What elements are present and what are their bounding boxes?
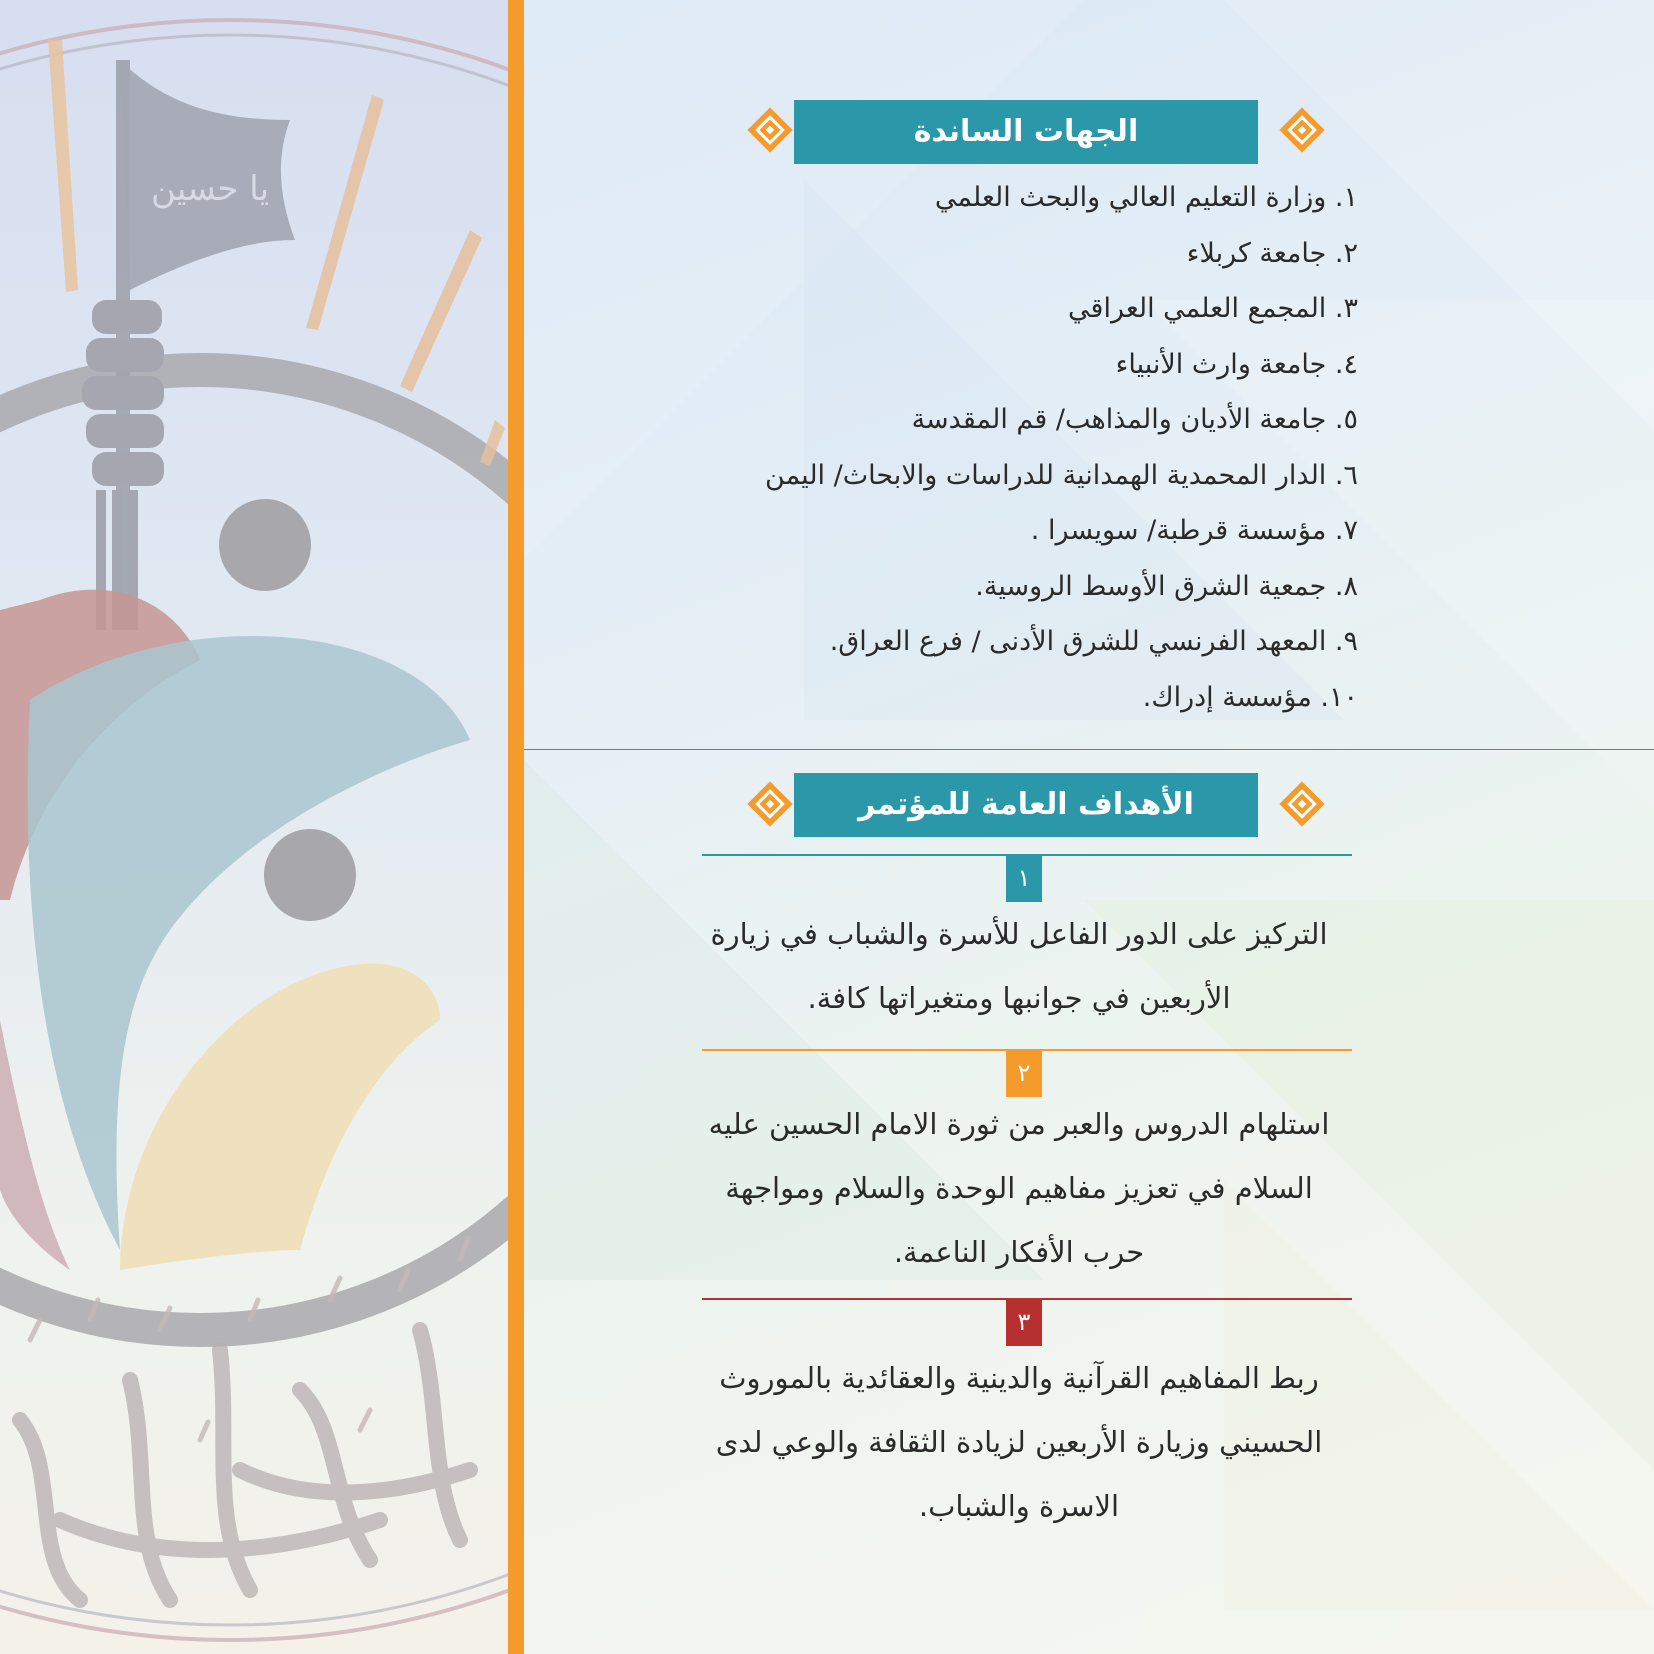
diamond-ornament-right-icon (1278, 780, 1326, 828)
flag-text: يا حسين (150, 169, 270, 209)
supporters-list (618, 170, 1358, 725)
diamond-ornament-left-icon (746, 780, 794, 828)
goals-title: الأهداف العامة للمؤتمر (794, 773, 1258, 837)
list-item: ١٠. مؤسسة إدراك. (1142, 681, 1358, 713)
list-item: ٤. جامعة وارث الأنبياء (1115, 348, 1358, 380)
goal-number-badge: ١ (1006, 854, 1042, 902)
content-panel (524, 0, 1654, 1654)
list-item: ٢. جامعة كربلاء (1186, 237, 1358, 269)
goal-text: استلهام الدروس والعبر من ثورة الامام الحسين عليه السلام في تعزيز مفاهيم الوحدة والسلام ومواجهة حرب الأفكار الناعمة. (708, 1107, 1330, 1269)
list-item: ٩. المعهد الفرنسي للشرق الأدنى / فرع العراق. (829, 626, 1358, 657)
goal-number-badge: ٢ (1006, 1049, 1042, 1097)
goal-text: التركيز على الدور الفاعل للأسرة والشباب في زيارة الأربعين في جوانبها ومتغيراتها كافة. (710, 917, 1328, 1015)
list-item: ٨. جمعية الشرق الأوسط الروسية. (975, 570, 1358, 602)
orange-divider-bar (508, 0, 524, 1654)
list-item: ٥. جامعة الأديان والمذاهب/ قم المقدسة (911, 404, 1358, 435)
diamond-ornament-left-icon (746, 106, 794, 154)
diamond-ornament-right-icon (1278, 106, 1326, 154)
section-divider (524, 749, 1654, 750)
goal-text: ربط المفاهيم القرآنية والدينية والعقائدية بالموروث الحسيني وزيارة الأربعين لزيادة الثقافة والوعي لدى الاسرة والشباب. (715, 1361, 1323, 1523)
list-item: ١. وزارة التعليم العالي والبحث العلمي (934, 182, 1358, 213)
list-item: ٦. الدار المحمدية الهمدانية للدراسات والابحاث/ اليمن (765, 459, 1358, 491)
list-item: ٣. المجمع العلمي العراقي (1068, 293, 1358, 324)
conference-logo (0, 0, 508, 1654)
list-item: ٧. مؤسسة قرطبة/ سويسرا . (1030, 515, 1358, 546)
logo-panel (0, 0, 508, 1654)
supporters-title: الجهات الساندة (794, 100, 1258, 164)
goal-number-badge: ٣ (1006, 1298, 1042, 1346)
